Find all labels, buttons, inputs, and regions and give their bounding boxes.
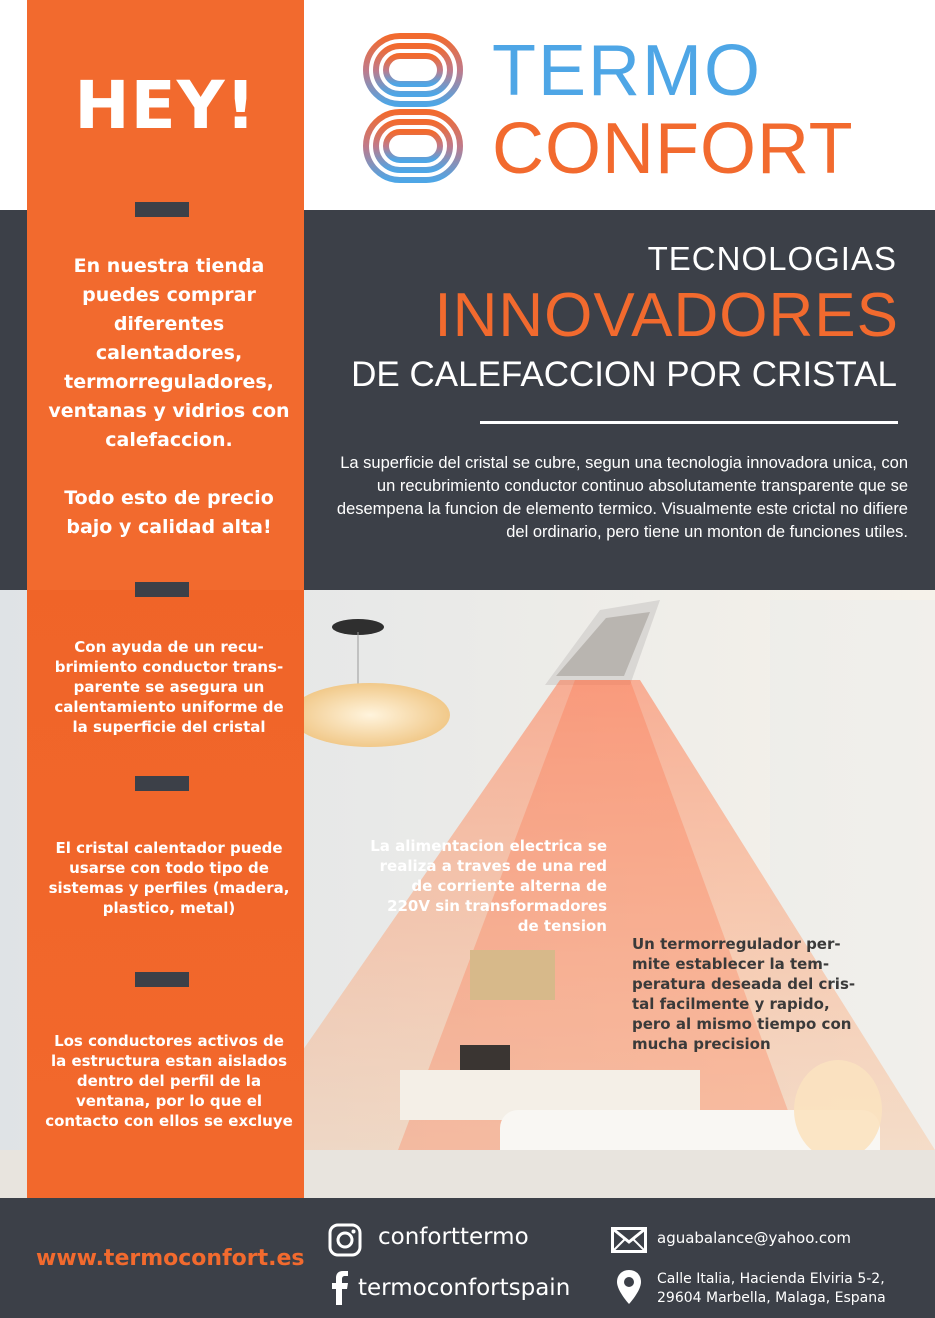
email-address[interactable]: aguabalance@yahoo.com: [657, 1229, 851, 1247]
divider-bar: [135, 202, 189, 217]
photo-note-1: La alimentacion electrica se realiza a traves de una red de corriente alterna de 220V sin transformadores de tension: [370, 837, 607, 935]
sidebar-intro-2: Todo esto de precio bajo y calidad alta!: [64, 487, 274, 538]
facebook-icon[interactable]: [330, 1271, 348, 1305]
feature-text-3: Los conductores activos de la estructura estan aislados dentro del perfil de la ventana, por lo que el contacto con ellos se excluye: [45, 1032, 293, 1130]
mail-icon: [611, 1227, 647, 1253]
headline-line-3: DE CALEFACCION POR CRISTAL: [351, 355, 897, 394]
website-link[interactable]: www.termoconfort.es: [36, 1246, 305, 1271]
divider-bar: [135, 582, 189, 597]
address-line-2: 29604 Marbella, Malaga, Espana: [657, 1290, 886, 1306]
photo-note-2: Un termorregulador per- mite establecer la tem- peratura deseada del cris- tal facilmente y rapido, pero al mismo tiempo con mucha precision: [632, 935, 856, 1053]
instagram-handle[interactable]: conforttermo: [378, 1224, 529, 1250]
divider-bar: [135, 776, 189, 791]
headline-rule: [480, 421, 898, 424]
brand-line-1: TERMO: [492, 31, 762, 111]
feature-text-2: El cristal calentador puede usarse con todo tipo de sistemas y perfiles (madera, plastico, metal): [48, 839, 290, 917]
brand-line-2: CONFORT: [492, 109, 854, 189]
logo-icon: [362, 32, 464, 184]
location-pin-icon: [617, 1270, 641, 1304]
feature-text-1: Con ayuda de un recu- brimiento conductor trans- parente se asegura un calentamiento uniforme de la superficie del cristal: [54, 638, 284, 736]
hey-heading: HEY!: [74, 67, 257, 144]
divider-bar: [135, 972, 189, 987]
description-text: La superficie del cristal se cubre, segun una tecnologia innovadora unica, con un recubrimiento conductor continuo absolutamente transparente que se desempena la funcion de elemento termico. Visualmente este crictal no difiere del ordinario, pero tiene un monton de funciones utiles.: [336, 454, 908, 541]
facebook-handle[interactable]: termoconfortspain: [358, 1275, 571, 1301]
headline-line-1: TECNOLOGIAS: [647, 240, 897, 277]
instagram-icon[interactable]: [328, 1223, 362, 1257]
headline-line-2: INNOVADORES: [434, 281, 899, 350]
sidebar-intro: En nuestra tienda puedes comprar diferentes calentadores, termorreguladores, ventanas y vidrios con calefaccion.: [48, 255, 290, 451]
address-line-1: Calle Italia, Hacienda Elviria 5-2,: [657, 1271, 885, 1287]
